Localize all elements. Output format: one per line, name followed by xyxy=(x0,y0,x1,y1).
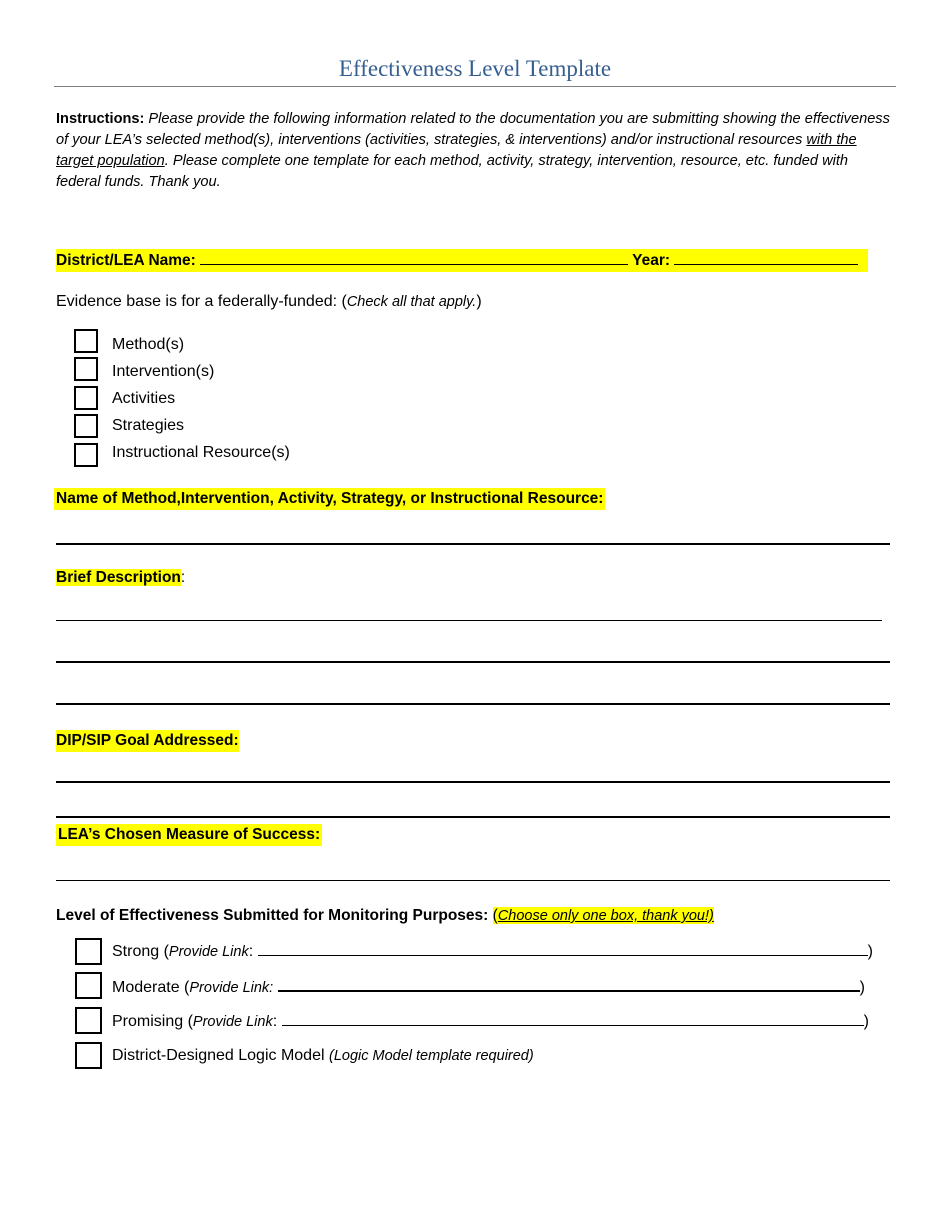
checkbox-logic-model[interactable] xyxy=(75,1042,102,1069)
brief-description-line-3[interactable] xyxy=(56,703,890,705)
goal-line-2[interactable] xyxy=(56,816,890,818)
district-year-row xyxy=(56,249,868,272)
checkbox-instructional-resources[interactable] xyxy=(74,443,98,467)
brief-description-row: Brief Description: xyxy=(56,569,186,586)
level-hint: Choose only one box, thank you!) xyxy=(497,908,714,924)
method-name-label: Name of Method,Intervention, Activity, Strategy, or Instructional Resource: xyxy=(54,488,605,510)
strong-link-field[interactable] xyxy=(258,941,868,956)
checkbox-promising[interactable] xyxy=(75,1007,102,1034)
evidence-hint: Check all that apply. xyxy=(346,294,477,310)
option-promising: Promising (Provide Link: ) xyxy=(112,1013,869,1030)
title-divider xyxy=(54,86,896,87)
checkbox-strategies[interactable] xyxy=(74,414,98,438)
instructions-paragraph xyxy=(56,109,894,193)
option-strong: Strong (Provide Link: ) xyxy=(112,943,873,960)
checkbox-label-activities: Activities xyxy=(112,390,176,407)
goal-label: DIP/SIP Goal Addressed: xyxy=(56,730,239,752)
goal-line-1[interactable] xyxy=(56,781,890,783)
evidence-prompt: Evidence base is for a federally-funded: (Check all that apply.) xyxy=(56,293,482,310)
measure-line[interactable] xyxy=(56,880,890,881)
moderate-link-field[interactable] xyxy=(278,976,860,992)
checkbox-intervention[interactable] xyxy=(74,357,98,381)
checkbox-label-instructional-resources: Instructional Resource(s) xyxy=(112,444,290,461)
checkbox-strong[interactable] xyxy=(75,938,102,965)
instructions-text-2: . Please complete one template for each method, activity, strategy, intervention, resource, etc. funded with federal funds. Thank you. xyxy=(56,153,849,190)
option-logic-model: District-Designed Logic Model (Logic Model template required) xyxy=(112,1047,534,1064)
instructions-text-1: Please provide the following information related to the documentation you are submitting showing the effectiveness of your LEA’s selected method(s), interventions (activities, strategies, & interventions) and/or instructional resources xyxy=(56,111,890,148)
option-moderate: Moderate (Provide Link: ) xyxy=(112,976,882,998)
brief-description-label: Brief Description xyxy=(56,569,181,586)
checkbox-moderate[interactable] xyxy=(75,972,102,999)
level-row: Level of Effectiveness Submitted for Monitoring Purposes: (Choose only one box, thank you!) xyxy=(56,907,714,924)
instructions-label: Instructions: xyxy=(56,111,145,127)
district-label: District/LEA Name: xyxy=(56,252,196,269)
measure-label: LEA’s Chosen Measure of Success: xyxy=(56,824,322,846)
year-label: Year: xyxy=(632,252,671,269)
district-name-field[interactable] xyxy=(200,249,628,265)
page-title: Effectiveness Level Template xyxy=(338,56,612,81)
checkbox-method[interactable] xyxy=(74,329,98,353)
instructions-underlined: with the target population xyxy=(56,132,857,169)
checkbox-label-strategies: Strategies xyxy=(112,417,185,434)
year-field[interactable] xyxy=(674,249,858,265)
checkbox-label-method: Method(s) xyxy=(112,336,185,353)
brief-description-line-1[interactable] xyxy=(56,620,882,621)
level-label: Level of Effectiveness Submitted for Monitoring Purposes: xyxy=(56,907,493,924)
checkbox-label-intervention: Intervention(s) xyxy=(112,363,215,380)
brief-description-line-2[interactable] xyxy=(56,661,890,663)
promising-link-field[interactable] xyxy=(282,1011,864,1026)
checkbox-activities[interactable] xyxy=(74,386,98,410)
method-name-field[interactable] xyxy=(56,543,890,545)
